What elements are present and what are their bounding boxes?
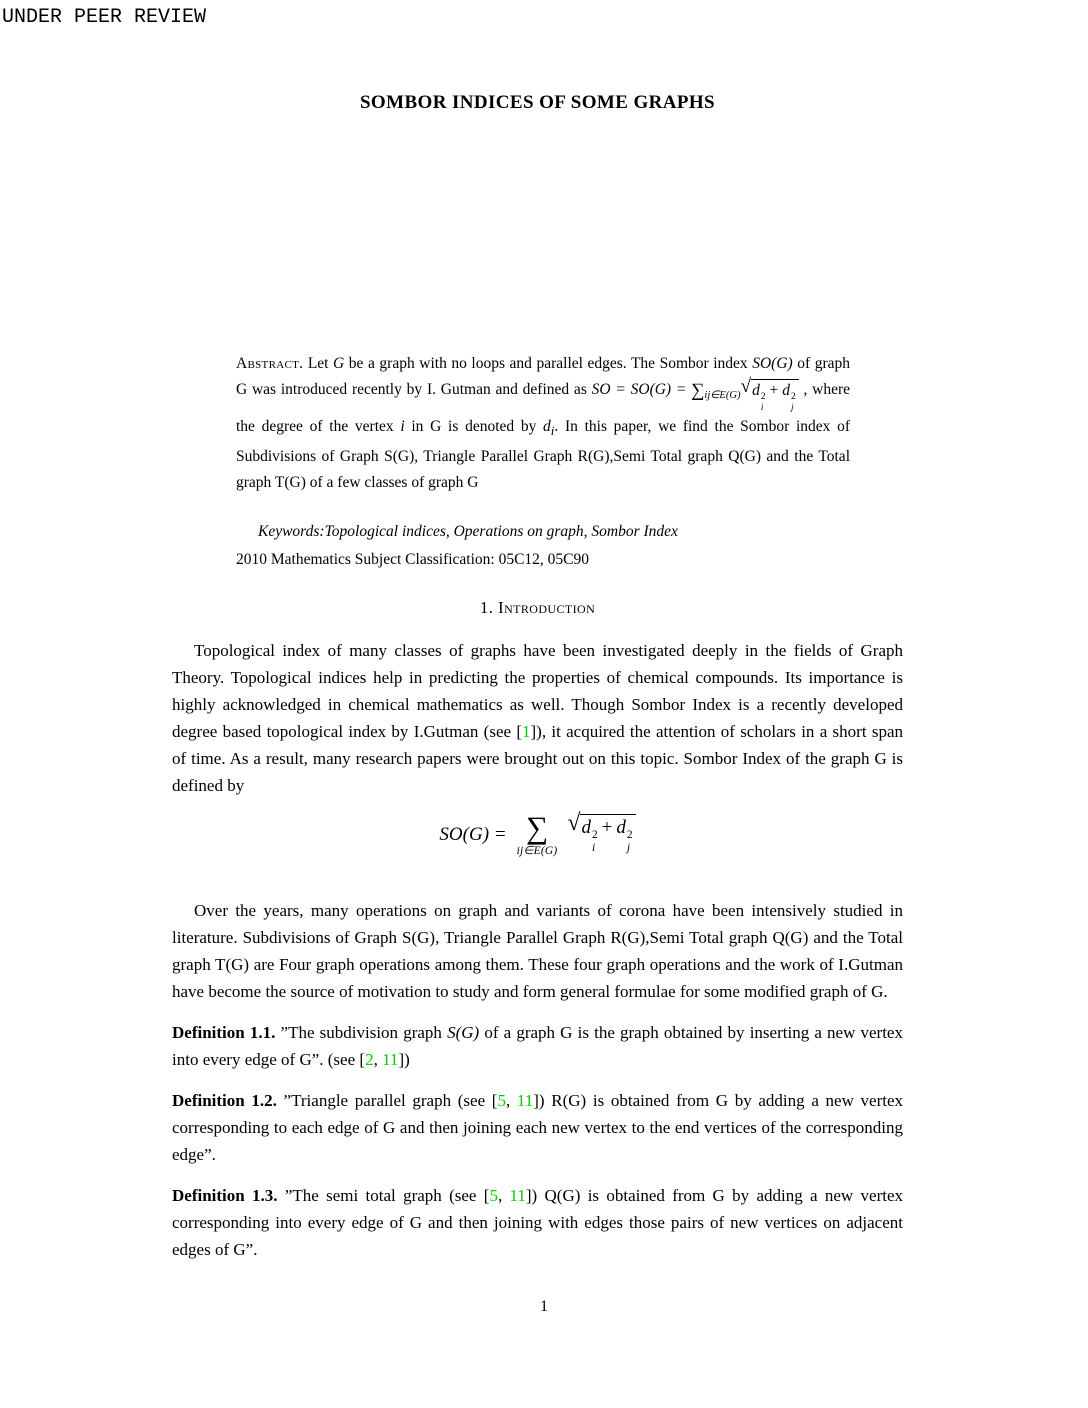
degree-variable: d — [782, 382, 791, 399]
sum-limits: ij∈E(G) — [704, 390, 741, 402]
citation-link-5[interactable]: 5 — [489, 1185, 498, 1205]
superscript: 2 — [626, 829, 633, 842]
definition-text: ”Triangle parallel graph (see [ — [276, 1090, 498, 1110]
radicand — [580, 814, 635, 855]
superscript: 2 — [760, 392, 766, 403]
sombor-index-notation: SO(G) — [752, 355, 793, 372]
subdivision-graph-notation: S(G) — [447, 1022, 480, 1042]
intro-paragraph-1 — [172, 637, 903, 799]
scripts — [791, 392, 796, 413]
keywords-line: Keywords:Topological indices, Operations on graph, Sombor Index — [258, 522, 678, 540]
subscript: i — [550, 422, 555, 438]
graph-variable: G — [333, 355, 345, 372]
definition-label: Definition 1.3. — [172, 1185, 278, 1205]
scripts — [761, 392, 766, 413]
sum-limits: ij∈E(G) — [516, 844, 558, 857]
subscript: i — [591, 842, 596, 855]
paragraph-text: ]), it acquired the attention of scholars in a short span of time. As a result, many research papers were brought out on this topic. Sombor Index of the graph G is defined by — [172, 721, 903, 795]
abstract-text: in G is denoted by — [404, 417, 544, 435]
citation-link-11[interactable]: 11 — [382, 1049, 399, 1069]
page-number: 1 — [540, 1298, 548, 1315]
plus-sign: + — [769, 382, 779, 399]
citation-separator: , — [497, 1185, 510, 1205]
degree-variable: d — [581, 816, 591, 838]
sum-symbol: ∑ — [691, 380, 705, 402]
definition-label: Definition 1.2. — [172, 1090, 277, 1110]
definition-text: ]) R(G) is obtained from G by adding a new vertex corresponding to each edge of G and then joining each new vertex to the end vertices of the corresponding edge”. — [172, 1090, 903, 1164]
subscript: i — [760, 402, 764, 413]
intro-paragraph-2: Over the years, many operations on graph and variants of corona have been intensively studied in literature. Subdivisions of Graph S(G), Triangle Parallel Graph R(G),Semi Total graph Q(G) and the Total graph T(G) are Four graph operations among them. These four graph operations and the work of I.Gutman have become the source of motivation to study and form general formulae for some modified graph of G. — [172, 900, 903, 1001]
abstract-text: . In this paper, we find the Sombor index of Subdivisions of Graph S(G), Triangle Parallel Graph R(G),Semi Total graph Q(G) and the Total graph T(G) of a few classes of graph G — [236, 417, 851, 491]
text-column — [172, 0, 903, 1263]
definition-1-2 — [172, 1087, 903, 1168]
summation — [516, 809, 558, 858]
degree-variable: d — [543, 417, 551, 435]
paragraph-text: Topological index of many classes of graphs have been investigated deeply in the fields of Graph Theory. Topological indices help in predicting the properties of chemical compounds. Its importance is highly acknowledged in chemical mathematics as well. Though Sombor Index is a recently developed degree based topological index by I.Gutman (see [ — [172, 640, 903, 741]
formula-lhs: SO(G) = — [439, 823, 507, 845]
citation-link-11[interactable]: 11 — [509, 1185, 526, 1205]
scripts — [627, 829, 633, 855]
citation-link-11[interactable]: 11 — [516, 1090, 534, 1110]
citation-separator: , — [505, 1090, 517, 1110]
abstract-paragraph — [236, 351, 850, 496]
definition-1-3 — [172, 1182, 903, 1263]
abstract-text: of graph G was introduced recently by I. Gutman and defined as — [236, 355, 851, 398]
citation-link-1[interactable]: 1 — [522, 721, 531, 741]
sum-symbol: ∑ — [525, 809, 549, 845]
definition-text: of a graph G is the graph obtained by inserting a new vertex into every edge of G”. (see [ — [172, 1022, 903, 1069]
definition-text: ”The subdivision graph — [275, 1022, 448, 1042]
subscript: j — [626, 842, 631, 855]
sombor-index-display-formula — [172, 807, 903, 863]
plus-sign: + — [601, 816, 613, 838]
superscript: 2 — [791, 392, 796, 403]
degree-variable: d — [616, 816, 626, 838]
citation-separator: , — [373, 1049, 383, 1069]
abstract-text: be a graph with no loops and parallel edges. The Sombor index — [344, 355, 753, 372]
peer-review-banner: UNDER PEER REVIEW — [2, 6, 207, 29]
radicand — [751, 379, 799, 414]
sqrt-expression — [567, 809, 635, 855]
section-heading-introduction: 1. Introduction — [479, 597, 596, 617]
inline-formula-lhs: SO = SO(G) = — [591, 381, 687, 398]
subscript: j — [791, 402, 794, 413]
abstract-label: Abstract. — [236, 355, 304, 372]
citation-link-2[interactable]: 2 — [365, 1049, 374, 1069]
paper-title: SOMBOR INDICES OF SOME GRAPHS — [359, 92, 716, 113]
radical-sign: √ — [567, 809, 581, 836]
sqrt-expression — [740, 376, 798, 414]
degree-variable: d — [752, 382, 760, 399]
radical-sign: √ — [740, 376, 752, 397]
superscript: 2 — [591, 829, 598, 842]
definition-text: ”The semi total graph (see [ — [277, 1185, 490, 1205]
citation-link-5[interactable]: 5 — [497, 1090, 506, 1110]
definition-label: Definition 1.1. — [172, 1022, 276, 1042]
definition-text: ]) — [398, 1049, 410, 1069]
definition-text: ]) Q(G) is obtained from G by adding a new vertex corresponding into every edge of G and then joining with edges those pairs of new vertices on adjacent edges of G”. — [172, 1185, 903, 1259]
summation-inline — [691, 380, 741, 402]
definition-1-1 — [172, 1019, 903, 1073]
abstract-text: , where the degree of the vertex — [236, 381, 850, 435]
abstract-text: Let — [303, 355, 334, 372]
scripts — [592, 829, 598, 855]
msc-line: 2010 Mathematics Subject Classification: 05C12, 05C90 — [236, 550, 590, 568]
vertex-variable: i — [400, 417, 405, 435]
